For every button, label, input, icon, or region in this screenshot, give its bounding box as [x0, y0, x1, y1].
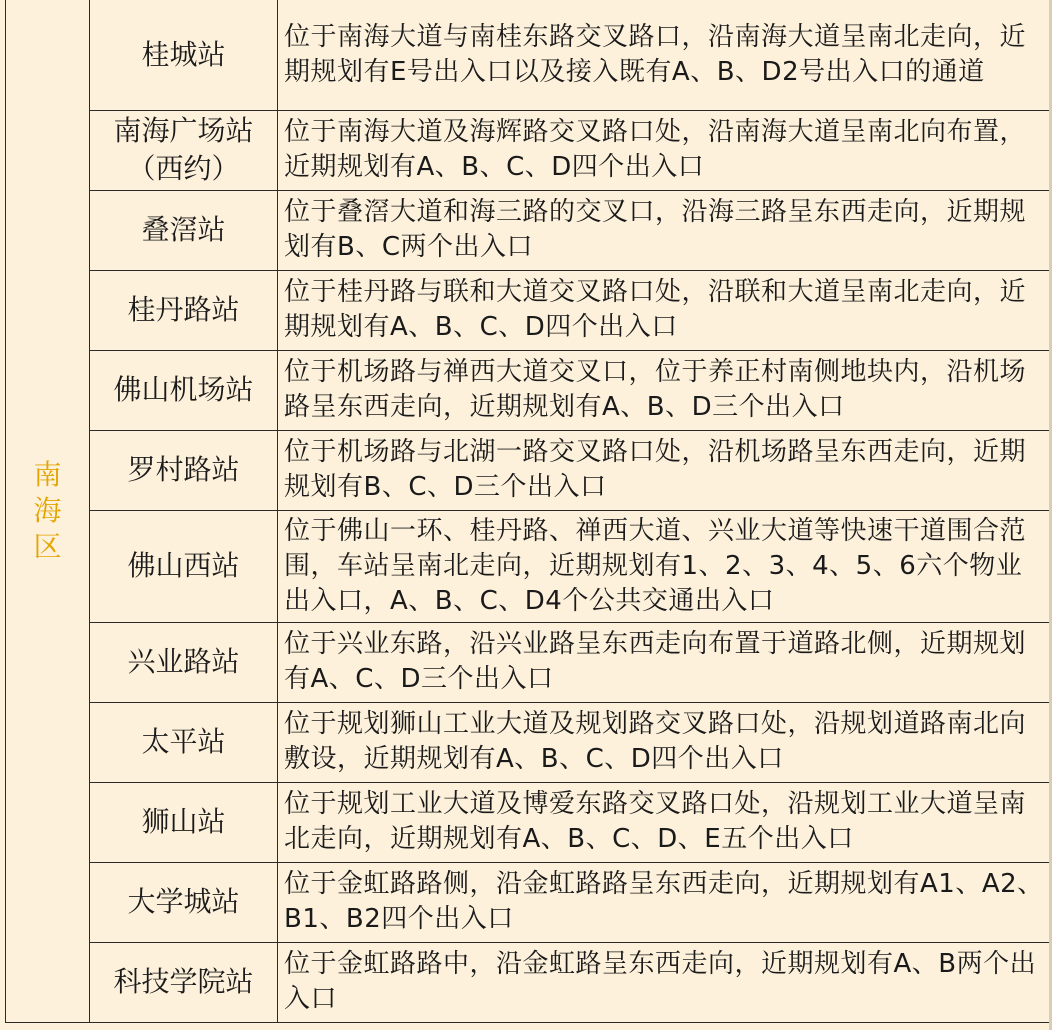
description-cell[interactable] — [278, 782, 1052, 862]
station-name: 科技学院站 — [113, 965, 254, 998]
description-cell[interactable] — [278, 0, 1052, 110]
station-cell[interactable] — [90, 862, 278, 942]
station-name: 狮山站 — [141, 805, 226, 838]
station-table — [5, 0, 1052, 1023]
table-row — [6, 510, 1052, 622]
station-name: 叠滘站 — [141, 213, 226, 246]
table-row — [6, 110, 1052, 190]
station-cell[interactable] — [90, 942, 278, 1022]
station-name: 佛山机场站 — [113, 373, 254, 406]
table-row — [6, 942, 1052, 1022]
station-description: 位于佛山一环、桂丹路、禅西大道、兴业大道等快速干道围合范围，车站呈南北走向，近期规划有1、2、3、4、5、6六个物业出入口，A、B、C、D4个公共交通出入口 — [284, 515, 1027, 616]
table-row — [6, 0, 1052, 110]
description-cell[interactable] — [278, 350, 1052, 430]
station-cell[interactable] — [90, 0, 278, 110]
description-cell[interactable] — [278, 110, 1052, 190]
table-row — [6, 782, 1052, 862]
station-cell[interactable] — [90, 702, 278, 782]
description-cell[interactable] — [278, 942, 1052, 1022]
station-description: 位于兴业东路，沿兴业路呈东西走向布置于道路北侧，近期规划有A、C、D三个出入口 — [284, 629, 1027, 694]
station-name: 桂丹路站 — [127, 293, 240, 326]
station-name: 太平站 — [141, 725, 226, 758]
station-cell[interactable] — [90, 350, 278, 430]
station-cell[interactable] — [90, 110, 278, 190]
table-row — [6, 702, 1052, 782]
description-cell[interactable] — [278, 702, 1052, 782]
station-name: 兴业路站 — [127, 645, 240, 678]
station-description: 位于规划工业大道及博爱东路交叉路口处，沿规划工业大道呈南北走向，近期规划有A、B、C、D、E五个出入口 — [284, 789, 1027, 854]
table-row — [6, 190, 1052, 270]
station-cell[interactable] — [90, 782, 278, 862]
description-cell[interactable] — [278, 862, 1052, 942]
station-description: 位于金虹路路中，沿金虹路呈东西走向，近期规划有A、B两个出入口 — [284, 949, 1037, 1014]
station-cell[interactable] — [90, 270, 278, 350]
table-row — [6, 622, 1052, 702]
station-description: 位于桂丹路与联和大道交叉路口处，沿联和大道呈南北走向，近期规划有A、B、C、D四个出入口 — [284, 277, 1027, 342]
station-description: 位于机场路与禅西大道交叉口，位于养正村南侧地块内，沿机场路呈东西走向，近期规划有A、B、D三个出入口 — [284, 357, 1027, 422]
station-description: 位于规划狮山工业大道及规划路交叉路口处，沿规划道路南北向敷设，近期规划有A、B、C、D四个出入口 — [284, 709, 1027, 774]
station-name: 南海广场站（西约） — [113, 114, 254, 185]
table-row — [6, 350, 1052, 430]
district-cell[interactable] — [6, 0, 90, 1022]
description-cell[interactable] — [278, 190, 1052, 270]
station-cell[interactable] — [90, 430, 278, 510]
description-cell[interactable] — [278, 270, 1052, 350]
station-description: 位于金虹路路侧，沿金虹路路呈东西走向，近期规划有A1、A2、B1、B2四个出入口 — [284, 869, 1044, 934]
table-row — [6, 862, 1052, 942]
station-description: 位于南海大道与南桂东路交叉路口，沿南海大道呈南北走向，近期规划有E号出入口以及接入既有A、B、D2号出入口的通道 — [284, 21, 1027, 87]
station-description: 位于叠滘大道和海三路的交叉口，沿海三路呈东西走向，近期规划有B、C两个出入口 — [284, 197, 1027, 262]
station-cell[interactable] — [90, 510, 278, 622]
description-cell[interactable] — [278, 510, 1052, 622]
station-name: 桂城站 — [141, 37, 226, 71]
district-label: 南海区 — [33, 457, 62, 563]
table-row — [6, 430, 1052, 510]
station-cell[interactable] — [90, 190, 278, 270]
station-name: 罗村路站 — [127, 453, 240, 486]
description-cell[interactable] — [278, 430, 1052, 510]
station-description: 位于南海大道及海辉路交叉路口处，沿南海大道呈南北向布置，近期规划有A、B、C、D四个出入口 — [284, 117, 1027, 182]
table-row — [6, 270, 1052, 350]
station-name: 大学城站 — [127, 885, 240, 918]
station-name: 佛山西站 — [127, 549, 240, 582]
station-cell[interactable] — [90, 622, 278, 702]
description-cell[interactable] — [278, 622, 1052, 702]
station-description: 位于机场路与北湖一路交叉路口处，沿机场路呈东西走向，近期规划有B、C、D三个出入口 — [284, 437, 1027, 502]
